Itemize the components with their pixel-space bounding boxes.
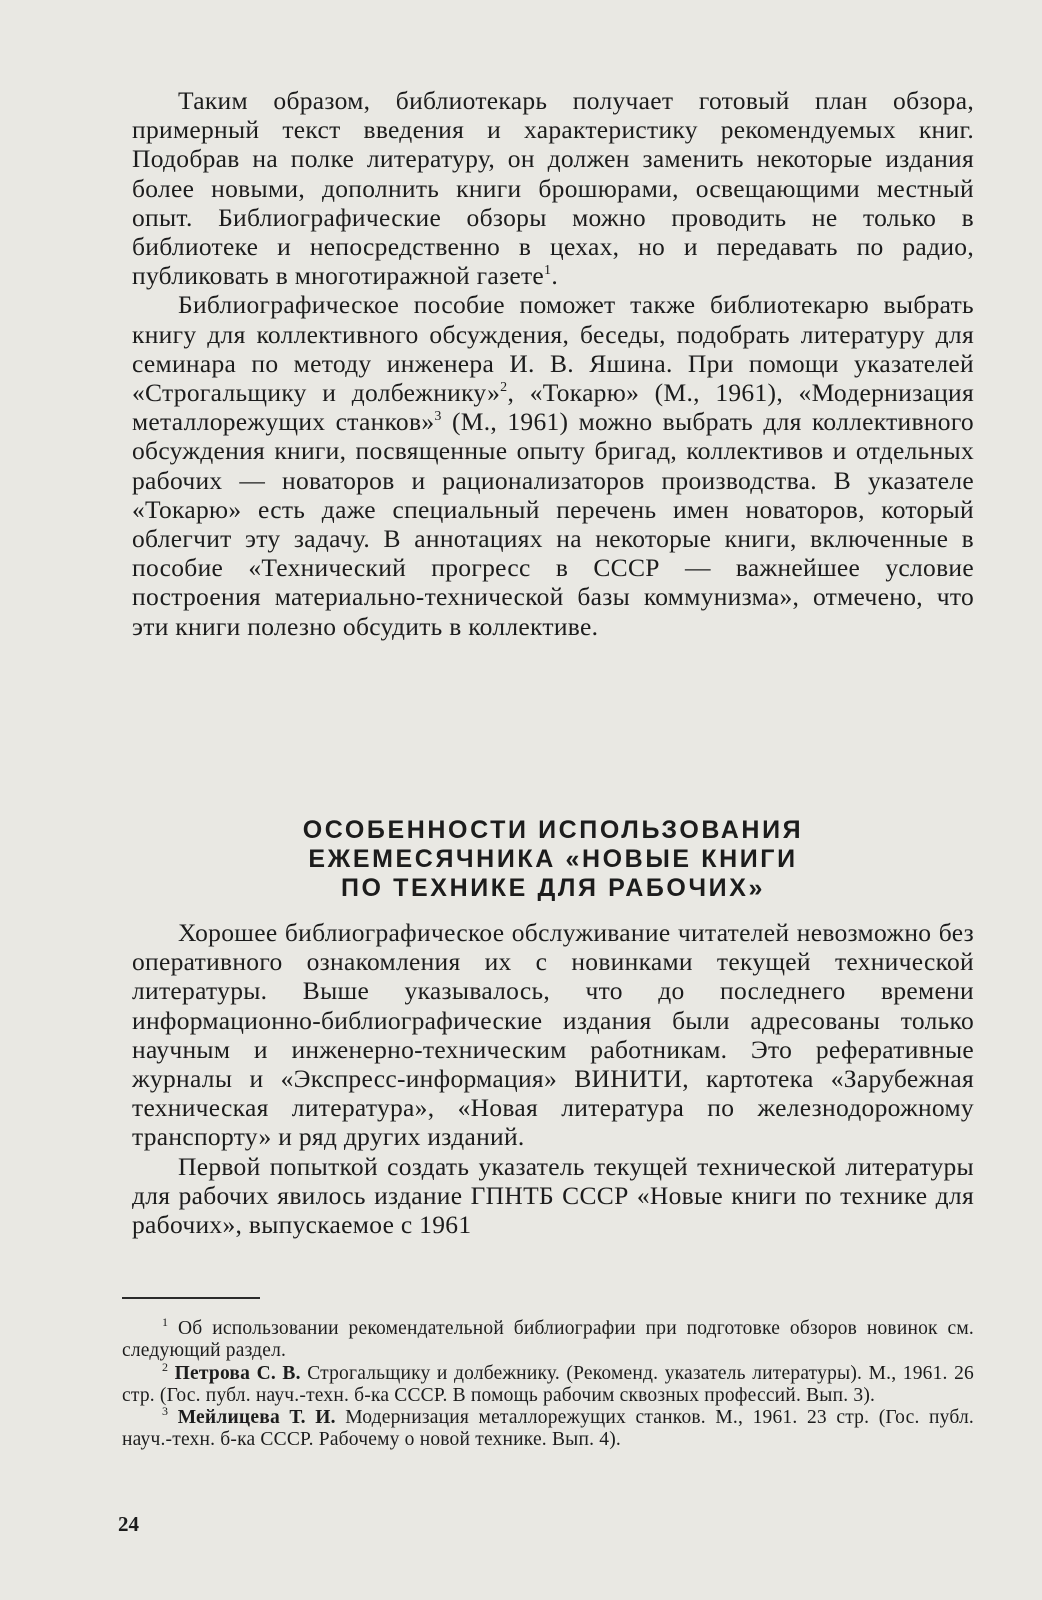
footnotes (122, 1315, 975, 1452)
page-number: 24 (118, 1512, 139, 1536)
footnote-ref-3[interactable]: 3 (434, 409, 442, 425)
section-heading-line-1: ОСОБЕННОСТИ ИСПОЛЬЗОВАНИЯ (302, 816, 804, 844)
footnote-3-text: Модернизация металлорежущих станков. М., 1961. 23 стр. (Гос. публ. науч.-техн. б-ка СССР. Рабочему о новой технике. Вып. 4). (122, 1407, 975, 1451)
section-heading-line-2: ЕЖЕМЕСЯЧНИКА «НОВЫЕ КНИГИ (308, 845, 798, 873)
paragraph-2-part1: Библиографическое пособие поможет также библиотекарю выбрать книгу для коллективного обсуждения, беседы, подобрать литературу для семинара по методу инженера И. В. Яшина. При помощи указателей «Строгальщику и долбежнику» (132, 290, 974, 408)
paragraph-4: Первой попыткой создать указатель текущей технической литературы для рабочих явилось издание ГПНТБ СССР «Новые книги по технике для рабочих», выпускаемое с 1961 (132, 1151, 974, 1240)
paragraph-1 (132, 86, 974, 290)
footnote-1-text: Об использовании рекомендательной библиографии при подготовке обзоров новинок см. следующий раздел. (122, 1318, 974, 1362)
paragraph-1-tail: . (551, 261, 559, 291)
footnote-divider (122, 1297, 260, 1299)
footnote-3-number: 3 (162, 1404, 169, 1419)
footnote-ref-2[interactable]: 2 (500, 380, 508, 396)
paragraph-2-part2: , «Токарю» (М., 1961), «Модернизация металлорежущих станков» (132, 378, 974, 437)
footnote-2-author: Петрова С. В. (168, 1362, 301, 1384)
paragraph-1-text: Таким образом, библиотекарь получает готовый план обзора, примерный текст введения и характеристику рекомендуемых книг. Подобрав на полке литературу, он должен заменить некоторые издания более новыми, дополнить книги брошюрами, освещающими местный опыт. Библиографические обзоры можно проводить не только в библиотеке и непосредственно в цехах, но и передавать по радио, публиковать в многотиражной газете (132, 86, 974, 291)
footnote-1 (122, 1315, 974, 1363)
upper-text-block (132, 86, 974, 641)
footnote-2 (122, 1359, 975, 1408)
footnote-2-text: Строгальщику и долбежнику. (Рекоменд. указатель литературы). М., 1961. 26 стр. (Гос. публ. науч.-техн. б-ка СССР. В помощь рабочим сквозных профессий. Вып. 3). (122, 1362, 975, 1406)
paragraph-3: Хорошее библиографическое обслуживание читателей невозможно без оперативного ознакомления их с новинками текущей технической литературы. Выше указывалось, что до последнего времени информационно-библиографические издания были адресованы только научным и инженерно-техническим работникам. Это реферативные журналы и «Экспресс-информация» ВИНИТИ, картотека «Зарубежная техническая литература», «Новая литература по железнодорожному транспорту» и ряд других изданий. (132, 918, 974, 1152)
paragraph-2-part3: (М., 1961) можно выбрать для коллективного обсуждения книги, посвященные опыту бригад, коллективов и отдельных рабочих — новаторов и рационализаторов производства. В указателе «Токарю» есть даже специальный перечень имен новаторов, который облегчит эту задачу. В аннотациях на некоторые книги, включенные в пособие «Технический прогресс в СССР — важнейшее условие построения материально-технической базы коммунизма», отмечено, что эти книги полезно обсудить в коллективе. (132, 407, 974, 641)
footnote-2-number: 2 (162, 1359, 169, 1374)
section-heading (132, 816, 974, 903)
paragraph-2 (132, 290, 974, 640)
lower-text-block (132, 918, 974, 1239)
footnote-3 (122, 1404, 975, 1452)
footnote-ref-1[interactable]: 1 (544, 263, 552, 279)
footnote-3-author: Мейлицева Т. И. (168, 1407, 336, 1429)
section-heading-line-3: ПО ТЕХНИКЕ ДЛЯ РАБОЧИХ» (340, 874, 765, 902)
footnote-1-number: 1 (162, 1315, 169, 1329)
